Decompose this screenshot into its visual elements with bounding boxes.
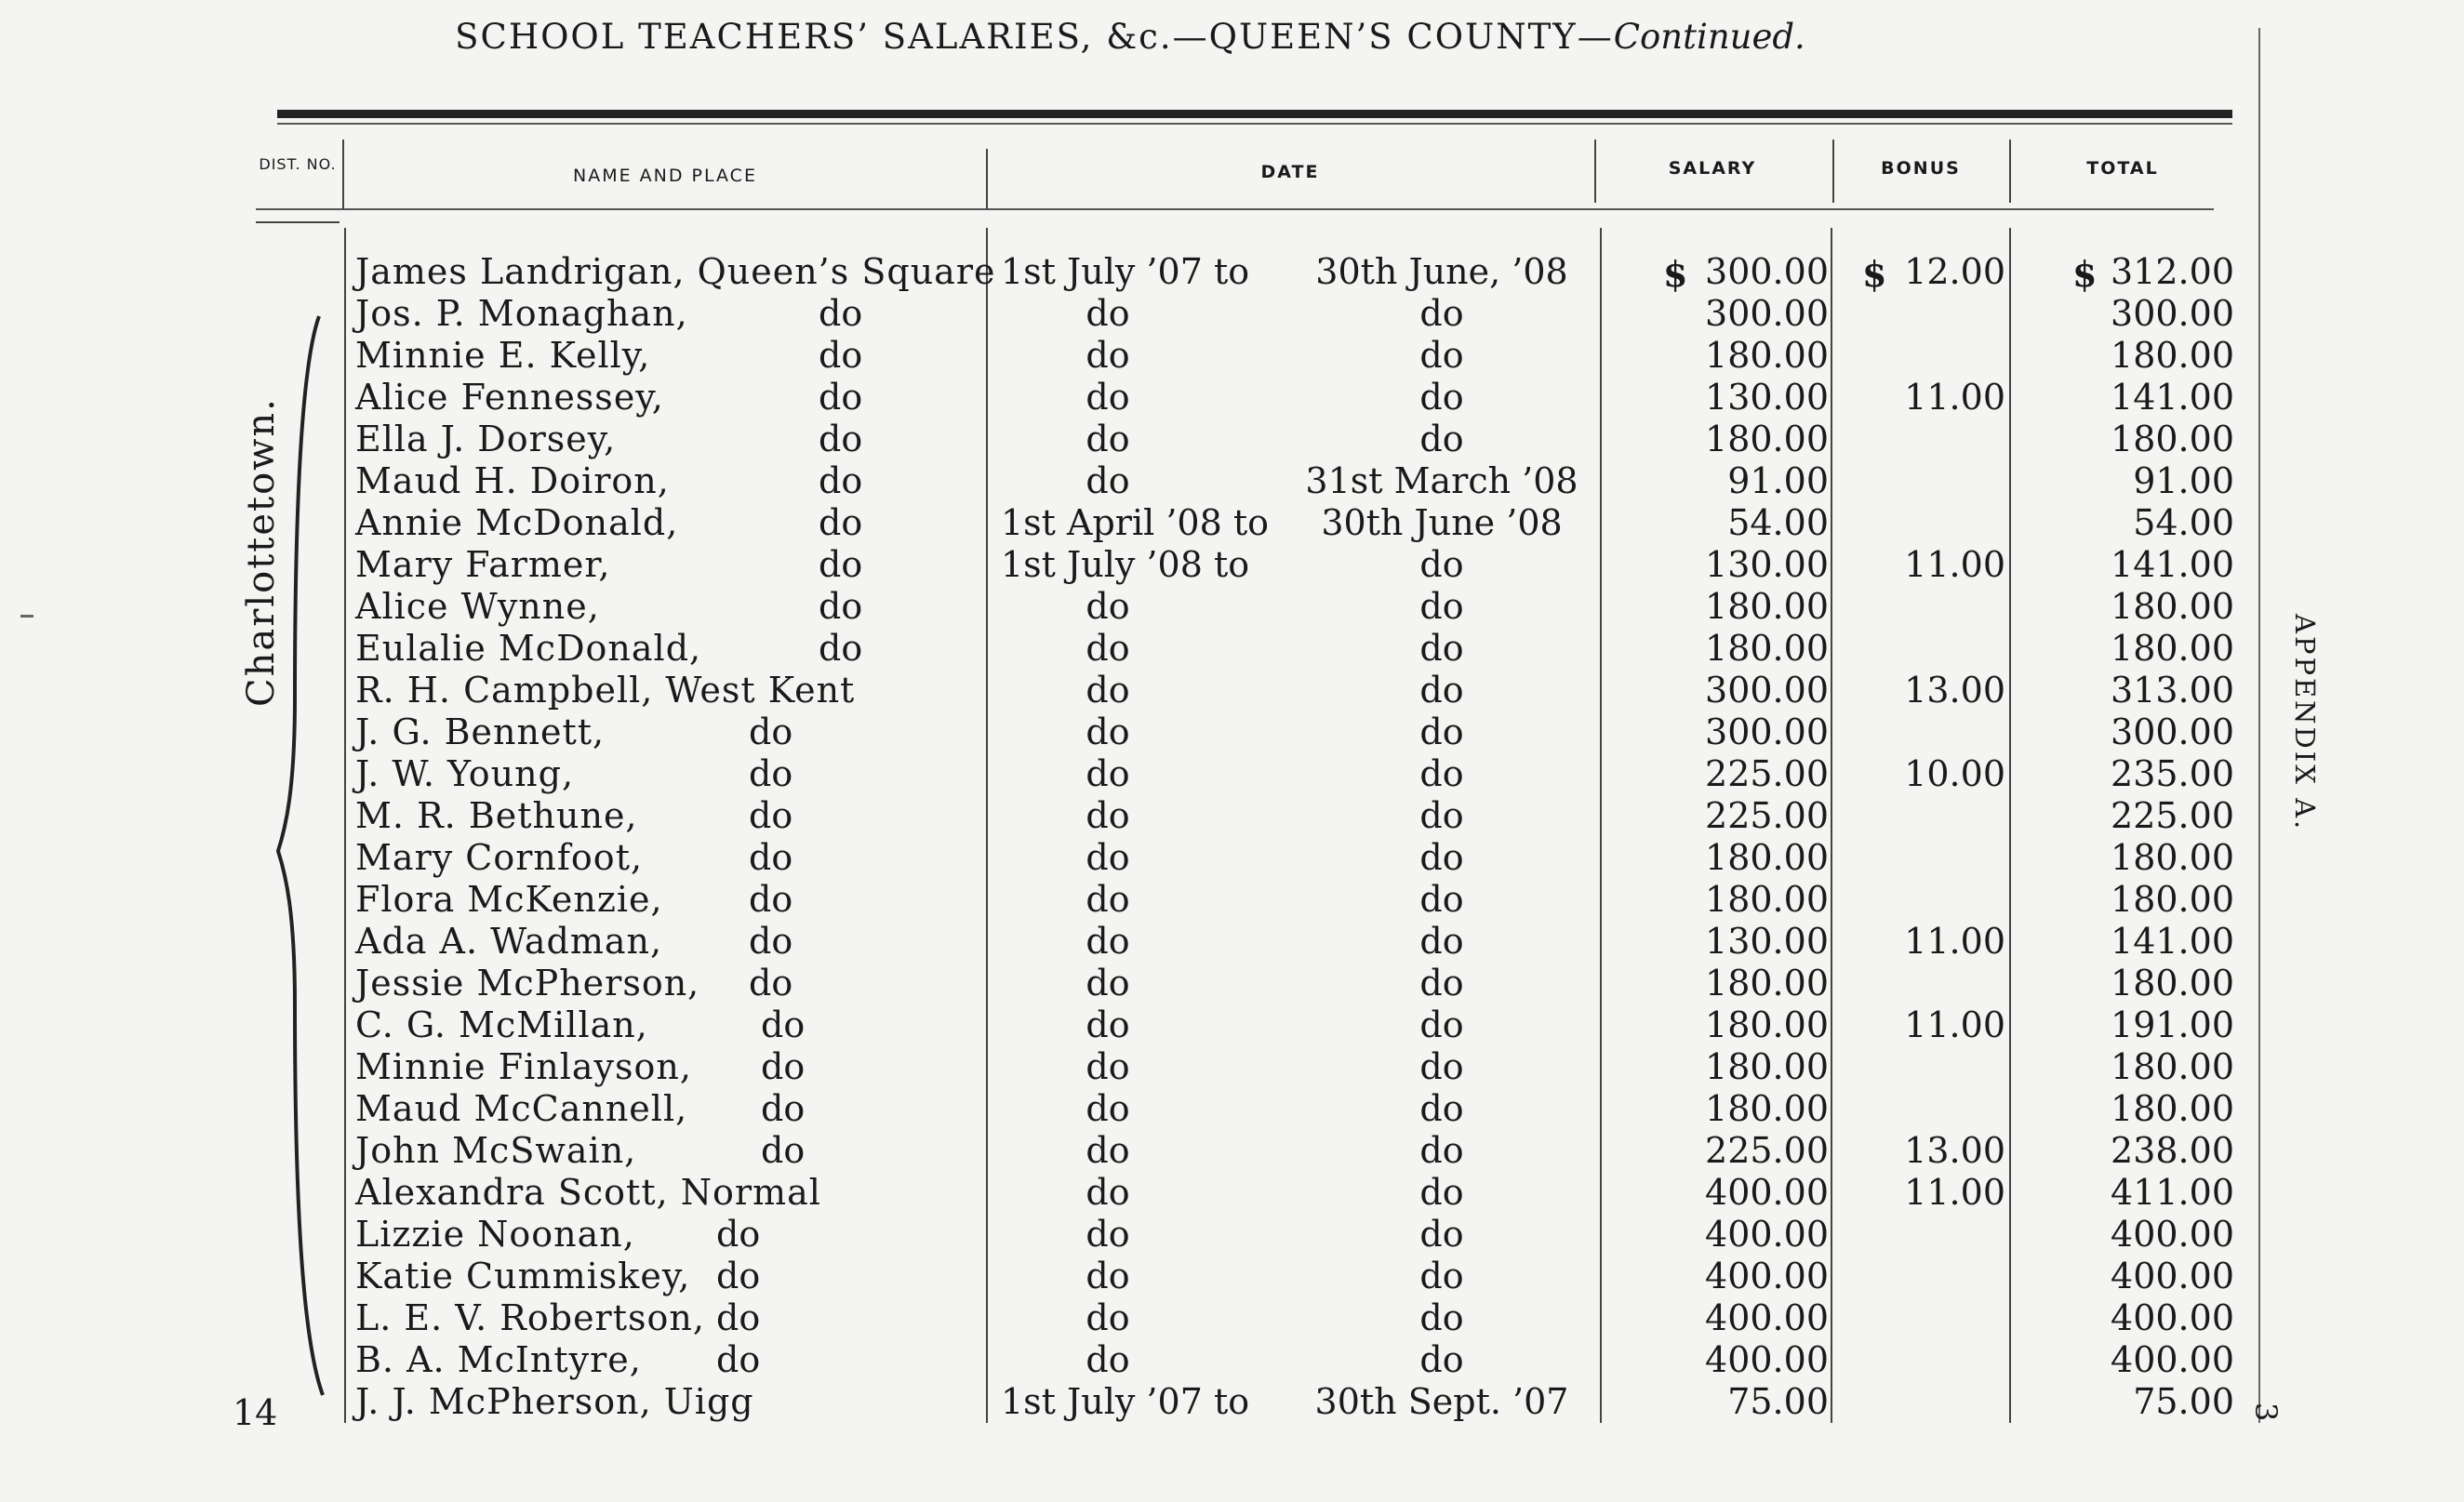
salary-value: 54.00 — [1727, 502, 1829, 543]
header-rule — [256, 208, 2214, 210]
date-to: do — [1419, 1088, 1464, 1129]
total-value: 91.00 — [2133, 460, 2234, 501]
total-value: 300.00 — [2111, 293, 2234, 334]
place-ditto: do — [749, 837, 793, 878]
place-ditto: do — [819, 460, 863, 501]
total-value: 235.00 — [2111, 753, 2234, 794]
teacher-name: M. R. Bethune, — [355, 795, 638, 836]
teacher-name: Minnie Finlayson, — [355, 1046, 692, 1087]
bonus-value: 11.00 — [1904, 377, 2005, 418]
date-from: do — [1085, 837, 1130, 878]
currency-symbol: $ — [2072, 253, 2098, 295]
header-dist-no-text: DIST. NO. — [259, 155, 337, 173]
bonus-value: 10.00 — [1904, 753, 2005, 794]
total-value: 180.00 — [2111, 419, 2234, 459]
teacher-name: Ada A. Wadman, — [355, 921, 663, 962]
date-from: do — [1085, 1214, 1130, 1255]
bonus-value: 11.00 — [1904, 921, 2005, 962]
date-from: do — [1085, 1130, 1130, 1171]
bonus-value: 12.00 — [1904, 251, 2005, 292]
salary-value: 180.00 — [1705, 963, 1829, 1004]
table-row — [0, 1297, 2464, 1339]
teacher-name: Jos. P. Monaghan, — [355, 293, 688, 334]
total-value: 411.00 — [2111, 1172, 2234, 1213]
bonus-value: 11.00 — [1904, 1172, 2005, 1213]
salary-value: 400.00 — [1705, 1256, 1829, 1296]
place-ditto: do — [716, 1256, 761, 1296]
date-to: do — [1419, 1339, 1464, 1380]
date-to: 31st March ’08 — [1305, 460, 1578, 501]
table-row — [0, 628, 2464, 670]
date-from: do — [1085, 335, 1130, 376]
teacher-name: Mary Cornfoot, — [355, 837, 644, 878]
place-ditto: do — [716, 1214, 761, 1255]
page-number: 3 — [2248, 1402, 2284, 1422]
teacher-name: J. J. McPherson, Uigg — [355, 1381, 754, 1422]
teacher-name: B. A. McIntyre, — [355, 1339, 642, 1380]
table-row — [0, 1339, 2464, 1381]
table-row — [0, 879, 2464, 921]
salary-value: 180.00 — [1705, 586, 1829, 627]
header-name-and-place: NAME AND PLACE — [573, 166, 757, 186]
date-to: do — [1419, 795, 1464, 836]
date-from: 1st July ’07 to — [1001, 1381, 1250, 1422]
date-from: do — [1085, 1004, 1130, 1045]
total-value: 180.00 — [2111, 335, 2234, 376]
date-to: do — [1419, 879, 1464, 920]
appendix-label: APPENDIX A. — [2289, 614, 2321, 832]
salary-value: 180.00 — [1705, 1088, 1829, 1129]
teacher-name: Alice Wynne, — [355, 586, 600, 627]
teacher-name: Lizzie Noonan, — [355, 1214, 635, 1255]
salary-value: 130.00 — [1705, 544, 1829, 585]
teacher-name: J. W. Young, — [355, 753, 575, 794]
page-title — [0, 17, 2260, 57]
total-value: 225.00 — [2111, 795, 2234, 836]
date-from: do — [1085, 711, 1130, 752]
table-row — [0, 837, 2464, 879]
date-from: do — [1085, 628, 1130, 669]
date-to: do — [1419, 1172, 1464, 1213]
table-row — [0, 293, 2464, 335]
place-ditto: do — [819, 544, 863, 585]
bonus-value: 13.00 — [1904, 1130, 2005, 1171]
table-row — [0, 335, 2464, 377]
date-from: 1st April ’08 to — [1001, 502, 1270, 543]
table-row — [0, 795, 2464, 837]
teacher-name: Jessie McPherson, — [355, 963, 700, 1004]
place-ditto: do — [716, 1339, 761, 1380]
teacher-name: John McSwain, — [355, 1130, 637, 1171]
bonus-value: 11.00 — [1904, 544, 2005, 585]
salary-value: 225.00 — [1705, 795, 1829, 836]
place-ditto: do — [749, 795, 793, 836]
place-ditto: do — [819, 628, 863, 669]
date-from: 1st July ’07 to — [1001, 251, 1250, 292]
date-from: do — [1085, 921, 1130, 962]
place-ditto: do — [819, 377, 863, 418]
salary-value: 91.00 — [1727, 460, 1829, 501]
date-to: do — [1419, 963, 1464, 1004]
date-from: do — [1085, 1046, 1130, 1087]
table-row — [0, 1088, 2464, 1130]
currency-symbol: $ — [1663, 253, 1688, 295]
place-ditto: do — [819, 419, 863, 459]
date-to: 30th June ’08 — [1321, 502, 1563, 543]
title-main: SCHOOL TEACHERS’ SALARIES, &c.—QUEEN’S COUNTY— — [455, 17, 1614, 57]
teacher-name: Katie Cummiskey, — [355, 1256, 691, 1296]
teacher-name: Flora McKenzie, — [355, 879, 663, 920]
total-value: 400.00 — [2111, 1214, 2234, 1255]
date-from: do — [1085, 1172, 1130, 1213]
place-ditto: do — [761, 1046, 806, 1087]
salary-value: 180.00 — [1705, 419, 1829, 459]
teacher-name: Ella J. Dorsey, — [355, 419, 617, 459]
date-from: do — [1085, 586, 1130, 627]
date-to: do — [1419, 1004, 1464, 1045]
table-row — [0, 711, 2464, 753]
salary-value: 300.00 — [1705, 251, 1829, 292]
date-to: do — [1419, 670, 1464, 711]
table-row — [0, 670, 2464, 711]
bonus-value: 11.00 — [1904, 1004, 2005, 1045]
teacher-name: R. H. Campbell, West Kent — [355, 670, 856, 711]
total-value: 312.00 — [2111, 251, 2234, 292]
table-row — [0, 753, 2464, 795]
total-value: 400.00 — [2111, 1339, 2234, 1380]
table-row — [0, 1130, 2464, 1172]
table-row — [0, 460, 2464, 502]
date-to: do — [1419, 711, 1464, 752]
teacher-name: Alice Fennessey, — [355, 377, 664, 418]
salary-value: 300.00 — [1705, 293, 1829, 334]
teacher-name: Eulalie McDonald, — [355, 628, 702, 669]
teacher-name: Alexandra Scott, Normal — [355, 1172, 821, 1213]
date-from: 1st July ’08 to — [1001, 544, 1250, 585]
total-value: 180.00 — [2111, 586, 2234, 627]
total-value: 141.00 — [2111, 921, 2234, 962]
total-value: 180.00 — [2111, 1046, 2234, 1087]
total-value: 75.00 — [2133, 1381, 2234, 1422]
date-from: do — [1085, 419, 1130, 459]
date-from: do — [1085, 753, 1130, 794]
teacher-name: Maud H. Doiron, — [355, 460, 670, 501]
table-row — [0, 1046, 2464, 1088]
table-row — [0, 251, 2464, 293]
date-to: do — [1419, 335, 1464, 376]
salary-value: 180.00 — [1705, 879, 1829, 920]
total-value: 238.00 — [2111, 1130, 2234, 1171]
bonus-value: 13.00 — [1904, 670, 2005, 711]
date-from: do — [1085, 879, 1130, 920]
table-row — [0, 921, 2464, 963]
salary-value: 225.00 — [1705, 1130, 1829, 1171]
total-value: 141.00 — [2111, 544, 2234, 585]
total-value: 180.00 — [2111, 628, 2234, 669]
table-row — [0, 502, 2464, 544]
date-to: do — [1419, 419, 1464, 459]
total-value: 180.00 — [2111, 879, 2234, 920]
salary-value: 225.00 — [1705, 753, 1829, 794]
header-date: DATE — [1260, 162, 1320, 182]
table-row — [0, 377, 2464, 419]
teacher-name: J. G. Bennett, — [355, 711, 606, 752]
table-row — [0, 544, 2464, 586]
place-ditto: do — [761, 1088, 806, 1129]
teacher-name: Mary Farmer, — [355, 544, 611, 585]
salary-value: 180.00 — [1705, 335, 1829, 376]
salary-value: 180.00 — [1705, 628, 1829, 669]
total-value: 191.00 — [2111, 1004, 2234, 1045]
date-to: do — [1419, 586, 1464, 627]
place-ditto: do — [819, 502, 863, 543]
date-to: do — [1419, 1297, 1464, 1338]
column-divider — [1832, 140, 1834, 203]
table-row — [0, 963, 2464, 1004]
column-divider — [986, 149, 988, 209]
teacher-name: L. E. V. Robertson, — [355, 1297, 705, 1338]
total-value: 54.00 — [2133, 502, 2234, 543]
date-to: do — [1419, 377, 1464, 418]
teacher-name: Annie McDonald, — [355, 502, 679, 543]
place-ditto: do — [749, 921, 793, 962]
table-row — [0, 586, 2464, 628]
table-row — [0, 1004, 2464, 1046]
salary-value: 75.00 — [1727, 1381, 1829, 1422]
salary-value: 180.00 — [1705, 1046, 1829, 1087]
place-ditto: do — [761, 1004, 806, 1045]
date-from: do — [1085, 1339, 1130, 1380]
header-total: TOTAL — [2086, 158, 2159, 179]
column-divider — [1594, 140, 1596, 203]
district-name: Charlottetown. — [240, 397, 283, 707]
place-ditto: do — [749, 963, 793, 1004]
header-bonus: BONUS — [1881, 158, 1961, 179]
salary-value: 300.00 — [1705, 711, 1829, 752]
district-number: 14 — [233, 1392, 278, 1433]
date-from: do — [1085, 460, 1130, 501]
place-ditto: do — [749, 879, 793, 920]
salary-value: 400.00 — [1705, 1172, 1829, 1213]
title-rule-thick — [277, 110, 2232, 118]
salary-value: 130.00 — [1705, 921, 1829, 962]
column-divider — [342, 140, 344, 209]
date-to: do — [1419, 837, 1464, 878]
salary-value: 400.00 — [1705, 1297, 1829, 1338]
total-value: 313.00 — [2111, 670, 2234, 711]
date-from: do — [1085, 963, 1130, 1004]
teacher-name: C. G. McMillan, — [355, 1004, 648, 1045]
teacher-name: James Landrigan, Queen’s Square — [355, 251, 996, 292]
date-to: 30th June, ’08 — [1315, 251, 1568, 292]
salary-value: 400.00 — [1705, 1214, 1829, 1255]
date-to: do — [1419, 628, 1464, 669]
date-to: do — [1419, 1046, 1464, 1087]
total-value: 180.00 — [2111, 963, 2234, 1004]
date-from: do — [1085, 293, 1130, 334]
total-value: 180.00 — [2111, 837, 2234, 878]
table-row — [0, 1214, 2464, 1256]
place-ditto: do — [749, 711, 793, 752]
place-ditto: do — [761, 1130, 806, 1171]
header-salary: SALARY — [1668, 158, 1757, 179]
date-from: do — [1085, 377, 1130, 418]
date-from: do — [1085, 1297, 1130, 1338]
place-ditto: do — [819, 335, 863, 376]
table-row — [0, 419, 2464, 460]
place-ditto: do — [819, 586, 863, 627]
salary-value: 180.00 — [1705, 837, 1829, 878]
title-rule-thin — [277, 123, 2232, 125]
salary-value: 300.00 — [1705, 670, 1829, 711]
date-to: do — [1419, 544, 1464, 585]
dist-rule — [256, 221, 340, 223]
title-continued: Continued. — [1613, 17, 1805, 57]
currency-symbol: $ — [1862, 253, 1887, 295]
date-from: do — [1085, 795, 1130, 836]
date-to: do — [1419, 1256, 1464, 1296]
table-row — [0, 1381, 2464, 1423]
header-dist-no — [256, 153, 340, 175]
date-to: do — [1419, 1130, 1464, 1171]
total-value: 180.00 — [2111, 1088, 2234, 1129]
table-row — [0, 1256, 2464, 1297]
salary-value: 130.00 — [1705, 377, 1829, 418]
total-value: 400.00 — [2111, 1297, 2234, 1338]
salary-value: 400.00 — [1705, 1339, 1829, 1380]
date-to: do — [1419, 753, 1464, 794]
total-value: 300.00 — [2111, 711, 2234, 752]
place-ditto: do — [716, 1297, 761, 1338]
place-ditto: do — [749, 753, 793, 794]
date-from: do — [1085, 1088, 1130, 1129]
table-row — [0, 1172, 2464, 1214]
date-to: 30th Sept. ’07 — [1314, 1381, 1569, 1422]
teacher-name: Maud McCannell, — [355, 1088, 688, 1129]
place-ditto: do — [819, 293, 863, 334]
date-from: do — [1085, 1256, 1130, 1296]
salary-value: 180.00 — [1705, 1004, 1829, 1045]
total-value: 400.00 — [2111, 1256, 2234, 1296]
column-divider — [2009, 140, 2011, 203]
date-from: do — [1085, 670, 1130, 711]
total-value: 141.00 — [2111, 377, 2234, 418]
date-to: do — [1419, 1214, 1464, 1255]
teacher-name: Minnie E. Kelly, — [355, 335, 651, 376]
date-to: do — [1419, 921, 1464, 962]
date-to: do — [1419, 293, 1464, 334]
